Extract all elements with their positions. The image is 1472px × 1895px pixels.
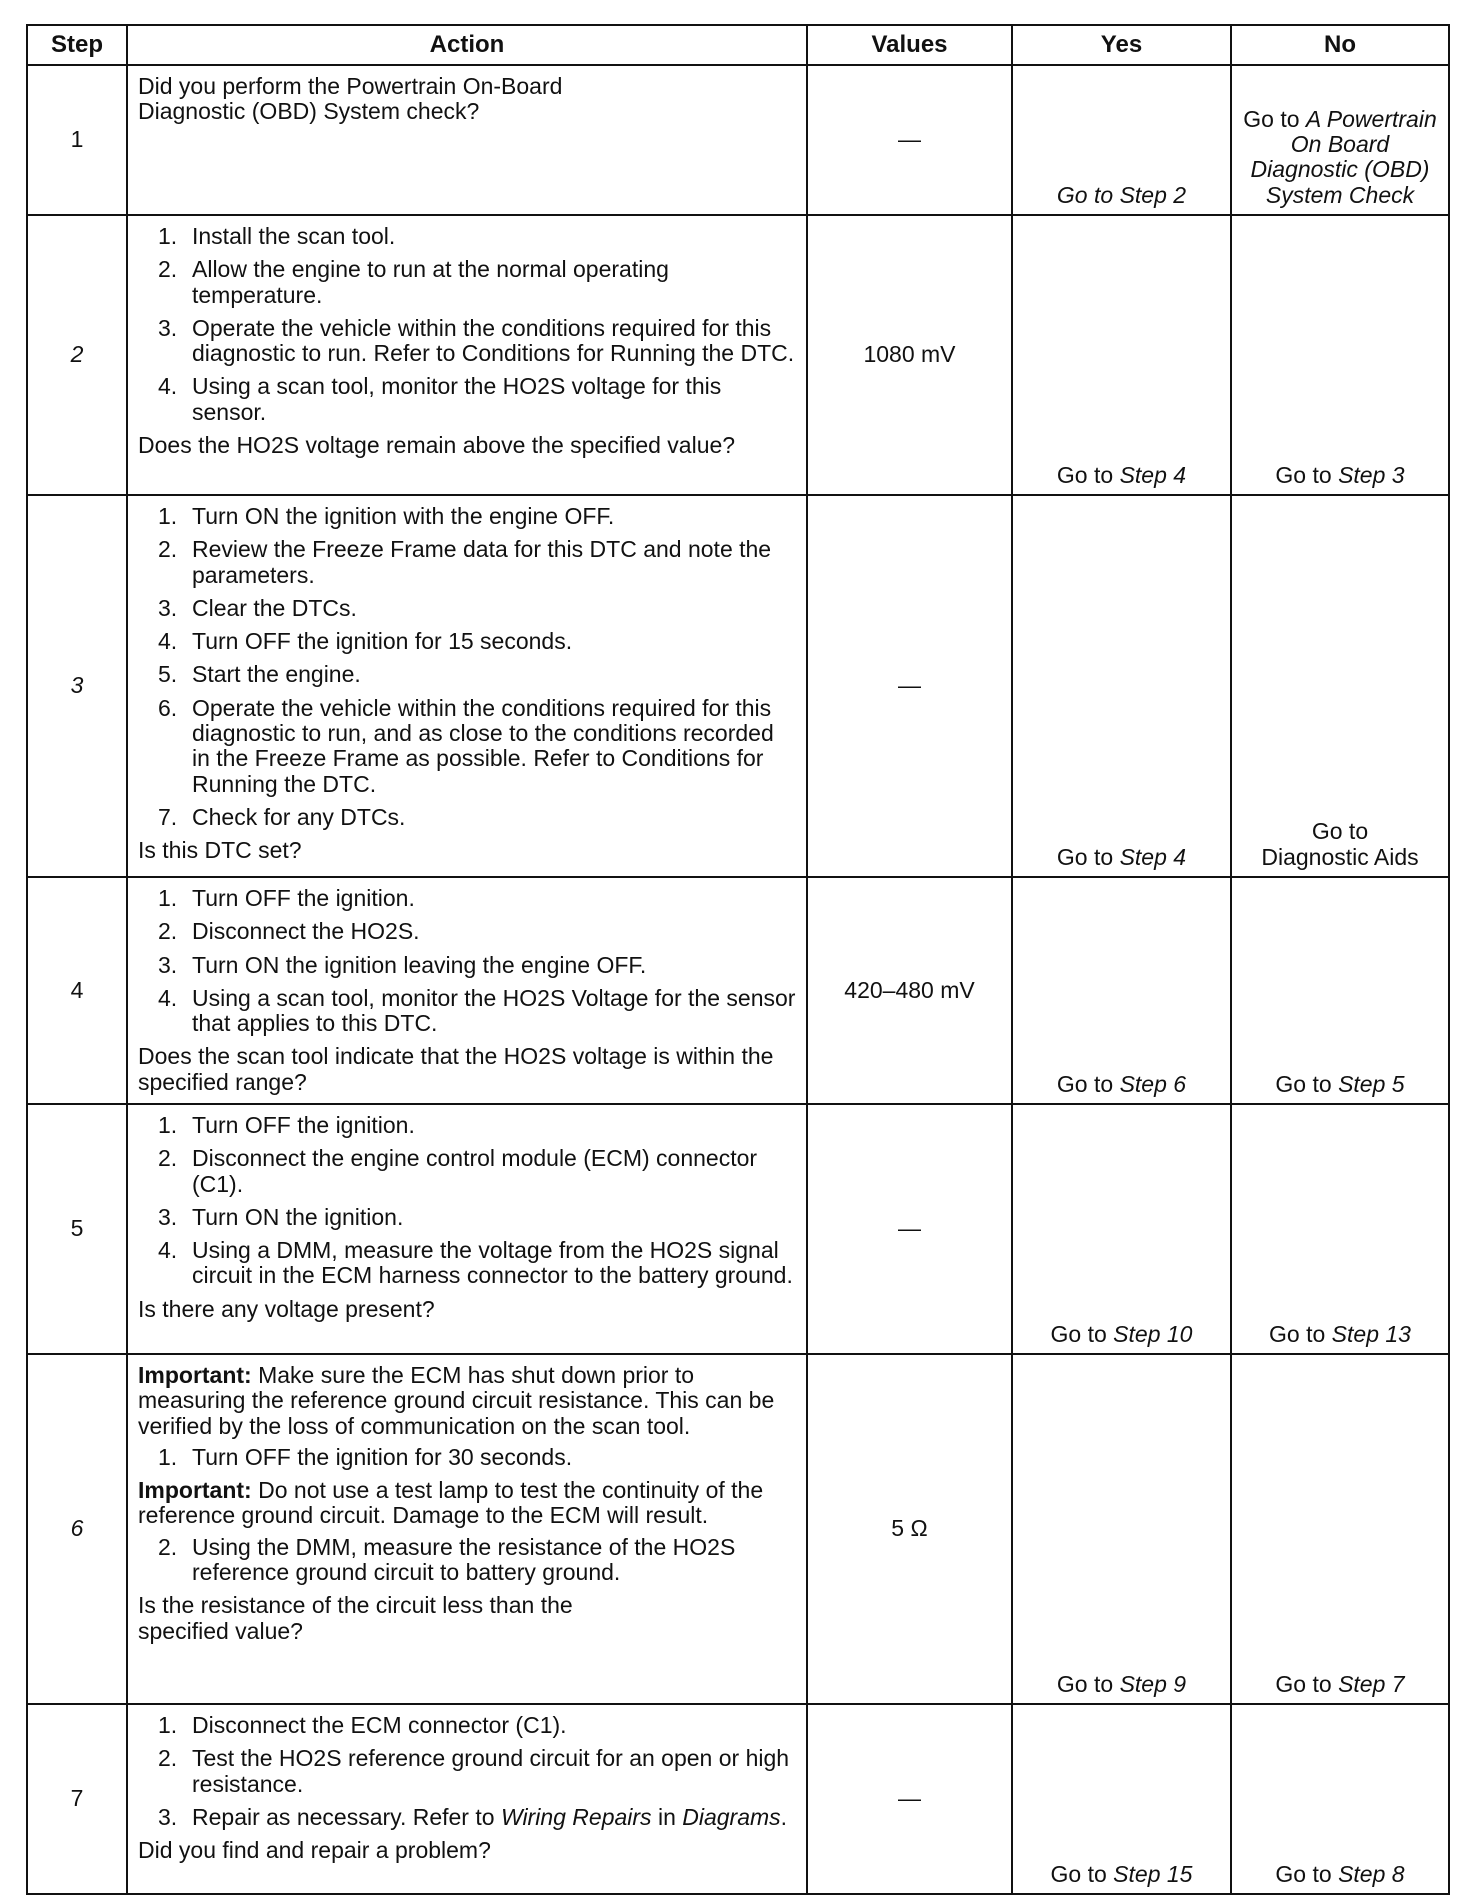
yes-link: Step 10 [1113,1320,1193,1347]
no-line-1: Go to [1311,818,1369,845]
action-cell [127,1704,807,1894]
no-line-2: Diagnostic Aids [1261,843,1419,870]
value-cell: 420–480 mV [807,877,1012,1104]
action-step: 7. Check for any DTCs. [158,803,406,830]
action-question: Is there any voltage present? [138,1295,435,1322]
action-cell [127,877,807,1104]
no-cell [1231,65,1449,215]
action-step: 4. Using a scan tool, monitor the HO2S Voltage for the sensor that applies to this DTC. [158,984,796,1037]
action-step: 2. Test the HO2S reference ground circuit for an open or high resistance. [158,1745,790,1797]
yes-cell: Go to Step 15 [1012,1704,1231,1894]
action-step: 1. Install the scan tool. [158,223,396,249]
diagrams-ref: Diagrams [682,1803,781,1830]
no-cell: Go to Step 3 [1231,215,1449,495]
yes-cell: Go to Step 9 [1012,1354,1231,1704]
yes-link: Step 4 [1119,461,1187,488]
table-row-step-2 [27,215,1449,495]
action-cell [127,1104,807,1354]
value-cell: — [807,495,1012,877]
yes-link: Go to Step 2 [1056,181,1187,208]
action-question: Is the resistance of the circuit less than the specified value? [138,1592,573,1644]
no-cell: Go to Step 8 [1231,1704,1449,1894]
action-question: Does the scan tool indicate that the HO2S voltage is within the specified range? [138,1043,774,1095]
important-note: Important: Make sure the ECM has shut down prior to measuring the reference ground circuit resistance. This can be verified by the loss of communication on the scan tool. [138,1362,775,1439]
action-step: 3. Operate the vehicle within the conditions required for this diagnostic to run. Refer to Conditions for Running the DTC. [158,314,795,367]
value-cell: — [807,1704,1012,1894]
no-cell: Go to Step 5 [1231,877,1449,1104]
no-link: Step 7 [1338,1670,1405,1697]
action-steps [138,504,796,830]
action-question: Did you find and repair a problem? [138,1837,491,1864]
step-number: 5 [27,1104,127,1354]
action-step: 4. Using a scan tool, monitor the HO2S voltage for this sensor. [158,373,722,425]
action-step: 3. Turn ON the ignition leaving the engine OFF. [158,951,647,978]
action-steps [138,1445,796,1470]
no-cell: Go to Step 13 [1231,1104,1449,1354]
action-question: Does the HO2S voltage remain above the specified value? [138,432,736,459]
table-row-step-7 [27,1704,1449,1894]
table-row-step-6 [27,1354,1449,1704]
yes-cell [1012,65,1231,215]
no-prefix: Go to [1243,105,1306,132]
yes-link: Step 6 [1119,1070,1187,1097]
action-cell [127,495,807,877]
value-cell: 1080 mV [807,215,1012,495]
diagnostic-table [26,24,1450,1895]
table-row-step-1 [27,65,1449,215]
action-step: 3. Clear the DTCs. [158,594,357,621]
table-row-step-3 [27,495,1449,877]
action-step: 1. Turn OFF the ignition. [158,885,415,911]
yes-cell: Go to Step 6 [1012,877,1231,1104]
step-number: 4 [27,877,127,1104]
action-cell [127,215,807,495]
action-steps [138,1113,796,1289]
value-cell: — [807,65,1012,215]
action-step: 6. Operate the vehicle within the conditions required for this diagnostic to run, and as close to the conditions recorded in the Freeze Frame as possible. Refer to Conditions for Running the DTC. [158,694,774,797]
action-step: 2. Disconnect the HO2S. [158,918,420,945]
yes-link: Step 9 [1119,1670,1187,1697]
action-step: 4. Using a DMM, measure the voltage from the HO2S signal circuit in the ECM harness connector to the battery ground. [158,1237,793,1289]
important-note: Important: Do not use a test lamp to test the continuity of the reference ground circuit. Damage to the ECM will result. [138,1477,764,1529]
action-step: 1. Turn OFF the ignition for 30 seconds. [158,1443,573,1470]
step-number: 1 [27,65,127,215]
action-steps [138,224,796,425]
action-cell [127,1354,807,1704]
yes-link: Step 15 [1113,1860,1193,1887]
action-step: 3. Repair as necessary. Refer to Wiring Repairs in Diagrams. [158,1803,788,1830]
action-step: 2. Review the Freeze Frame data for this DTC and note the parameters. [158,536,772,588]
step-number: 2 [27,215,127,495]
step-number: 7 [27,1704,127,1894]
action-steps [138,1535,796,1586]
no-link: Step 13 [1331,1320,1411,1347]
action-steps [138,1713,796,1830]
important-label: Important: [138,1477,252,1504]
header-values: Values [807,25,1012,65]
no-link: Step 5 [1338,1070,1405,1097]
action-steps [138,886,796,1036]
no-link: Step 8 [1338,1860,1405,1887]
action-cell [127,65,807,215]
yes-cell: Go to Step 10 [1012,1104,1231,1354]
action-step: 3. Turn ON the ignition. [158,1203,404,1230]
action-step: 4. Turn OFF the ignition for 15 seconds. [158,628,573,655]
action-step: 1. Disconnect the ECM connector (C1). [158,1712,567,1738]
important-label: Important: [138,1362,252,1388]
table-row-step-5 [27,1104,1449,1354]
action-step: 1. Turn ON the ignition with the engine OFF. [158,503,615,529]
wiring-repairs-ref: Wiring Repairs [500,1803,652,1830]
action-question: Is this DTC set? [138,837,302,864]
no-link: A Powertrain On Board Diagnostic (OBD) System Check [1250,105,1437,208]
header-action: Action [127,25,807,65]
action-step: 2. Allow the engine to run at the normal operating temperature. [158,256,669,308]
value-cell: 5 Ω [807,1354,1012,1704]
header-no: No [1231,25,1449,65]
no-cell: Go to Step 7 [1231,1354,1449,1704]
action-step: 1. Turn OFF the ignition. [158,1112,415,1138]
yes-cell: Go to Step 4 [1012,215,1231,495]
action-step: 2. Using the DMM, measure the resistance of the HO2S reference ground circuit to battery ground. [158,1533,736,1586]
value-cell: — [807,1104,1012,1354]
action-step: 5. Start the engine. [158,661,361,688]
table-row-step-4 [27,877,1449,1104]
yes-cell: Go to Step 4 [1012,495,1231,877]
header-yes: Yes [1012,25,1231,65]
header-row [27,25,1449,65]
step-number: 6 [27,1354,127,1704]
action-step: 2. Disconnect the engine control module (ECM) connector (C1). [158,1145,758,1197]
step-number: 3 [27,495,127,877]
header-step: Step [27,25,127,65]
no-link: Step 3 [1338,461,1405,488]
action-question: Did you perform the Powertrain On-Board Diagnostic (OBD) System check? [138,73,563,125]
no-cell [1231,495,1449,877]
yes-link: Step 4 [1119,843,1187,870]
